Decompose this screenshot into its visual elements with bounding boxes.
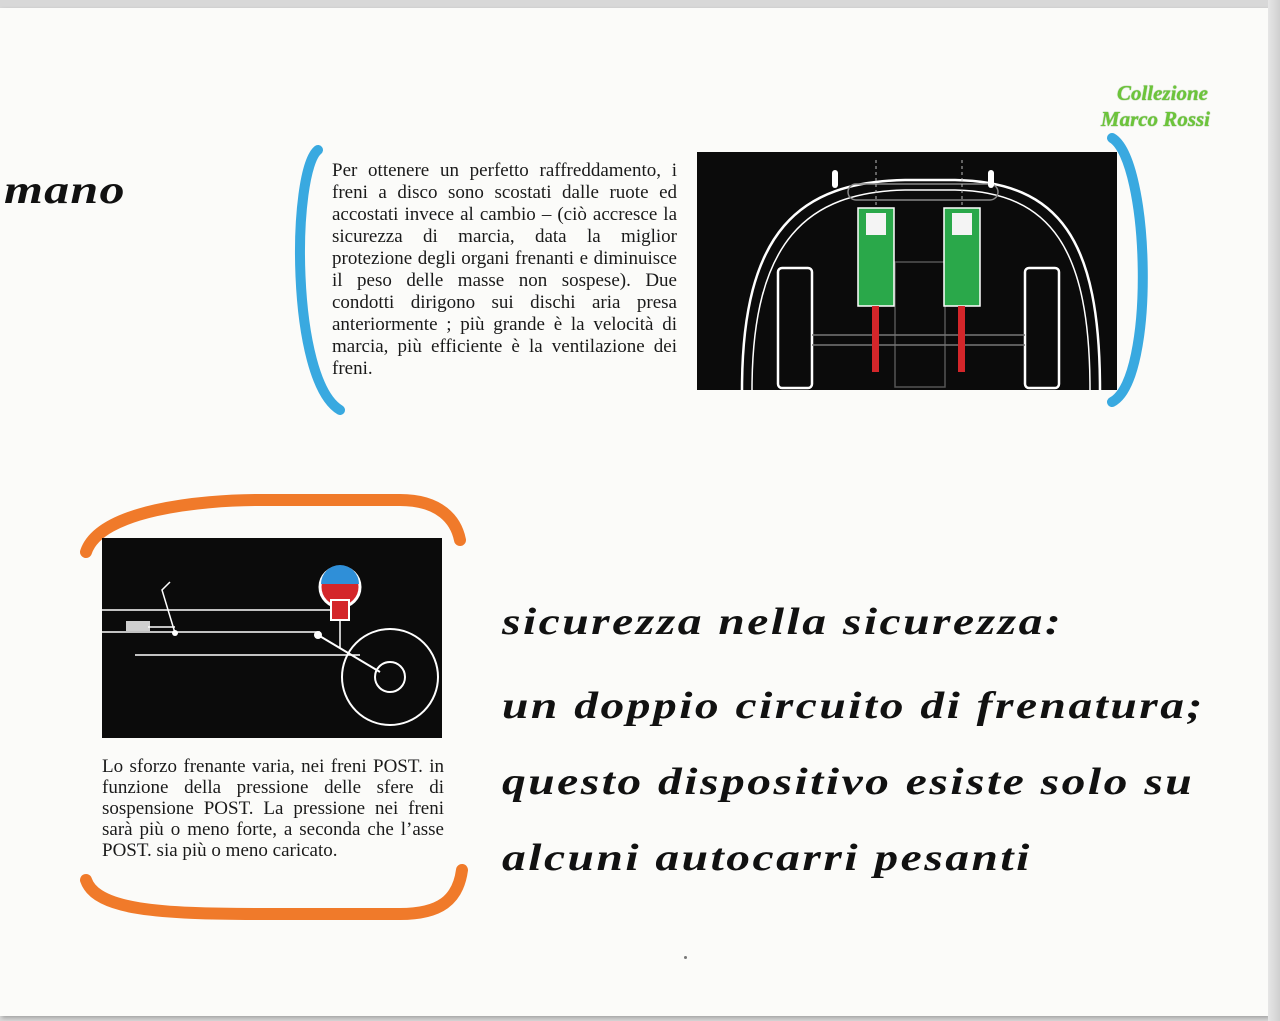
headline-line1: sicurezza nella sicurezza: — [502, 601, 1064, 643]
watermark — [1100, 80, 1210, 132]
paragraph-top: Per ottenere un perfetto raffreddamento, i freni a disco sono scostati dalle ruote ed accostati invece al cambio – (ciò accresce la sicurezza di marcia, data la miglior protezione degli organi frenanti e diminuisce il peso delle masse non sospese). Due condotti dirigono sui dischi aria presa anteriormente ; più grande è la velocità di marcia, più efficiente è la ventilazione dei freni. — [332, 160, 677, 379]
brake-cooling-diagram — [697, 152, 1117, 390]
paragraph-bottom: Lo sforzo frenante varia, nei freni POST. in funzione della pressione delle sfere di sospensione POST. La pressione nei freni sarà più o meno forte, a seconda che l’asse POST. sia più o meno caricato. — [102, 756, 444, 861]
watermark-line2: Marco Rossi — [1100, 107, 1210, 131]
orange-bracket-bottom — [86, 870, 462, 914]
section-word: mano — [4, 167, 126, 212]
headline-line4: alcuni autocarri pesanti — [502, 837, 1032, 879]
page-speck — [684, 956, 687, 959]
watermark-line1: Collezione — [1116, 81, 1208, 105]
headline-line2: un doppio circuito di frenatura; — [502, 685, 1205, 727]
brake-circuit-diagram — [102, 538, 442, 738]
headline-line3: questo dispositivo esiste solo su — [502, 761, 1195, 803]
